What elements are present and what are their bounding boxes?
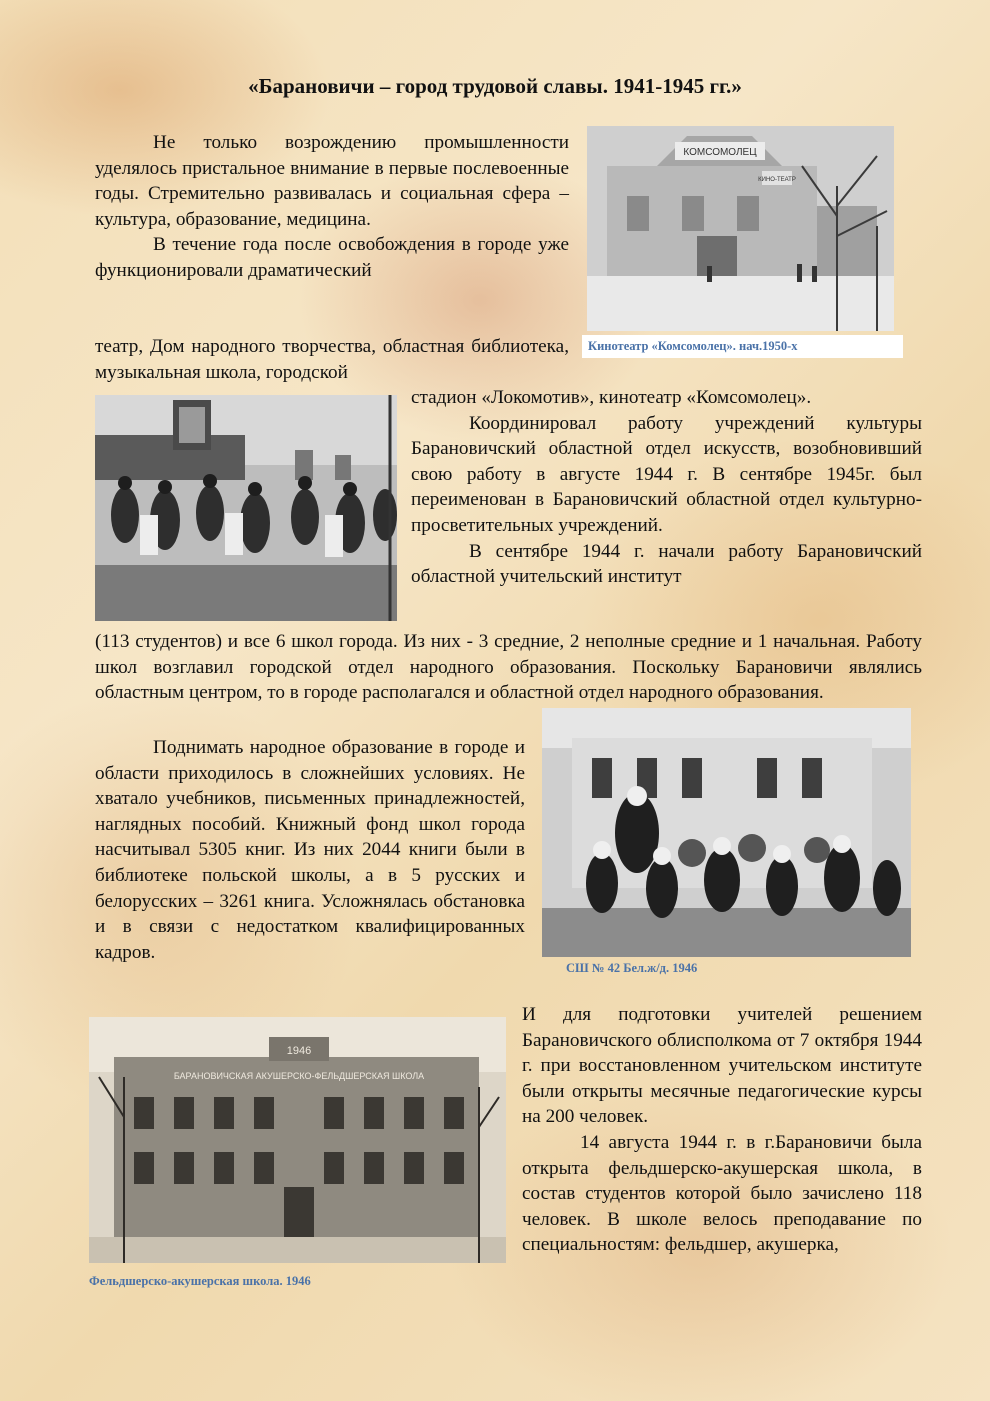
photo-parade: [95, 395, 397, 621]
text-block-teachers-medicine: [522, 1002, 922, 1258]
paragraph-teacher-courses: И для подготовки учителей решением Барановичского облисполкома от 7 октября 1944 г. при восстановленном учительском институте были открыты месячные педагогические курсы на 200 человек.: [522, 1004, 922, 1128]
paragraph-stadium: стадион «Локомотив», кинотеатр «Комсомолец».: [411, 387, 812, 408]
cinema-sign-top: КОМСОМОЛЕЦ: [683, 147, 757, 158]
caption-medical-school: Фельдшерско-акушерская школа. 1946: [89, 1274, 311, 1288]
paragraph-education-conditions: [95, 735, 525, 965]
caption-school: СШ № 42 Бел.ж/д. 1946: [566, 961, 698, 975]
medschool-sign-year: 1946: [286, 1045, 312, 1057]
paragraph-theatres: В течение года после освобождения в городе уже функционировали драматический: [95, 234, 569, 281]
paragraph-medical-school: 14 августа 1944 г. в г.Барановичи была открыта фельдшерско-акушерская школа, в состав студентов которой было зачислено 118 человек. В школе велось преподавание по специальностям: фельдшер, акушерка,: [522, 1131, 922, 1256]
medschool-sign-name: БАРАНОВИЧСКАЯ АКУШЕРСКО-ФЕЛЬДШЕРСКАЯ ШКОЛА: [173, 1071, 425, 1081]
text-block-intro: [95, 130, 569, 284]
text-block-culture: [411, 385, 922, 590]
paragraph-education-conditions-text: Поднимать народное образование в городе и области приходилось в сложнейших условиях. Не хватало учебников, письменных принадлежностей, наглядных пособий. Книжный фонд школ города насчитывал 5305 книг. Из них 2044 книги были в библиотеке польской школы, а в 5 русских и белорусских – 3261 книга. Усложнялась обстановка и в связи с недостатком квалифицированных кадров.: [95, 737, 525, 963]
paragraph-intro: Не только возрождению промышленности уделялось пристальное внимание в первые послевоенные годы. Стремительно развивалась и социальная сфера – культура, образование, медицина.: [95, 132, 569, 230]
photo-medical-school: [89, 1017, 506, 1263]
cinema-sign-side: КИНО-ТЕАТР: [758, 177, 796, 183]
paragraph-schools: (113 студентов) и все 6 школ города. Из них - 3 средние, 2 неполные средние и 1 начальная. Работу школ возглавил городской отдел народного образования. Поскольку Барановичи являлись областным центром, то в городе располагался и областной отдел народного образования.: [95, 631, 922, 704]
paragraph-culture-dept: Координировал работу учреждений культуры Барановичский областной отдел искусств, возобновивший свою работу в августе 1944 г. В сентябре 1945г. был переименован в Барановичский областной отдел культурно-просветительных учреждений.: [411, 412, 922, 536]
paragraph-institute: В сентябре 1944 г. начали работу Барановичский областной учительский институт: [411, 540, 922, 588]
paragraph-library: театр, Дом народного творчества, областная библиотека, музыкальная школа, городской: [95, 336, 569, 383]
photo-cinema-komsomolets: [587, 126, 894, 331]
page-title: «Барановичи – город трудовой славы. 1941-1945 гг.»: [248, 74, 742, 98]
caption-cinema: Кинотеатр «Комсомолец». нач.1950-х: [582, 335, 903, 358]
photo-school-42: [542, 708, 911, 957]
